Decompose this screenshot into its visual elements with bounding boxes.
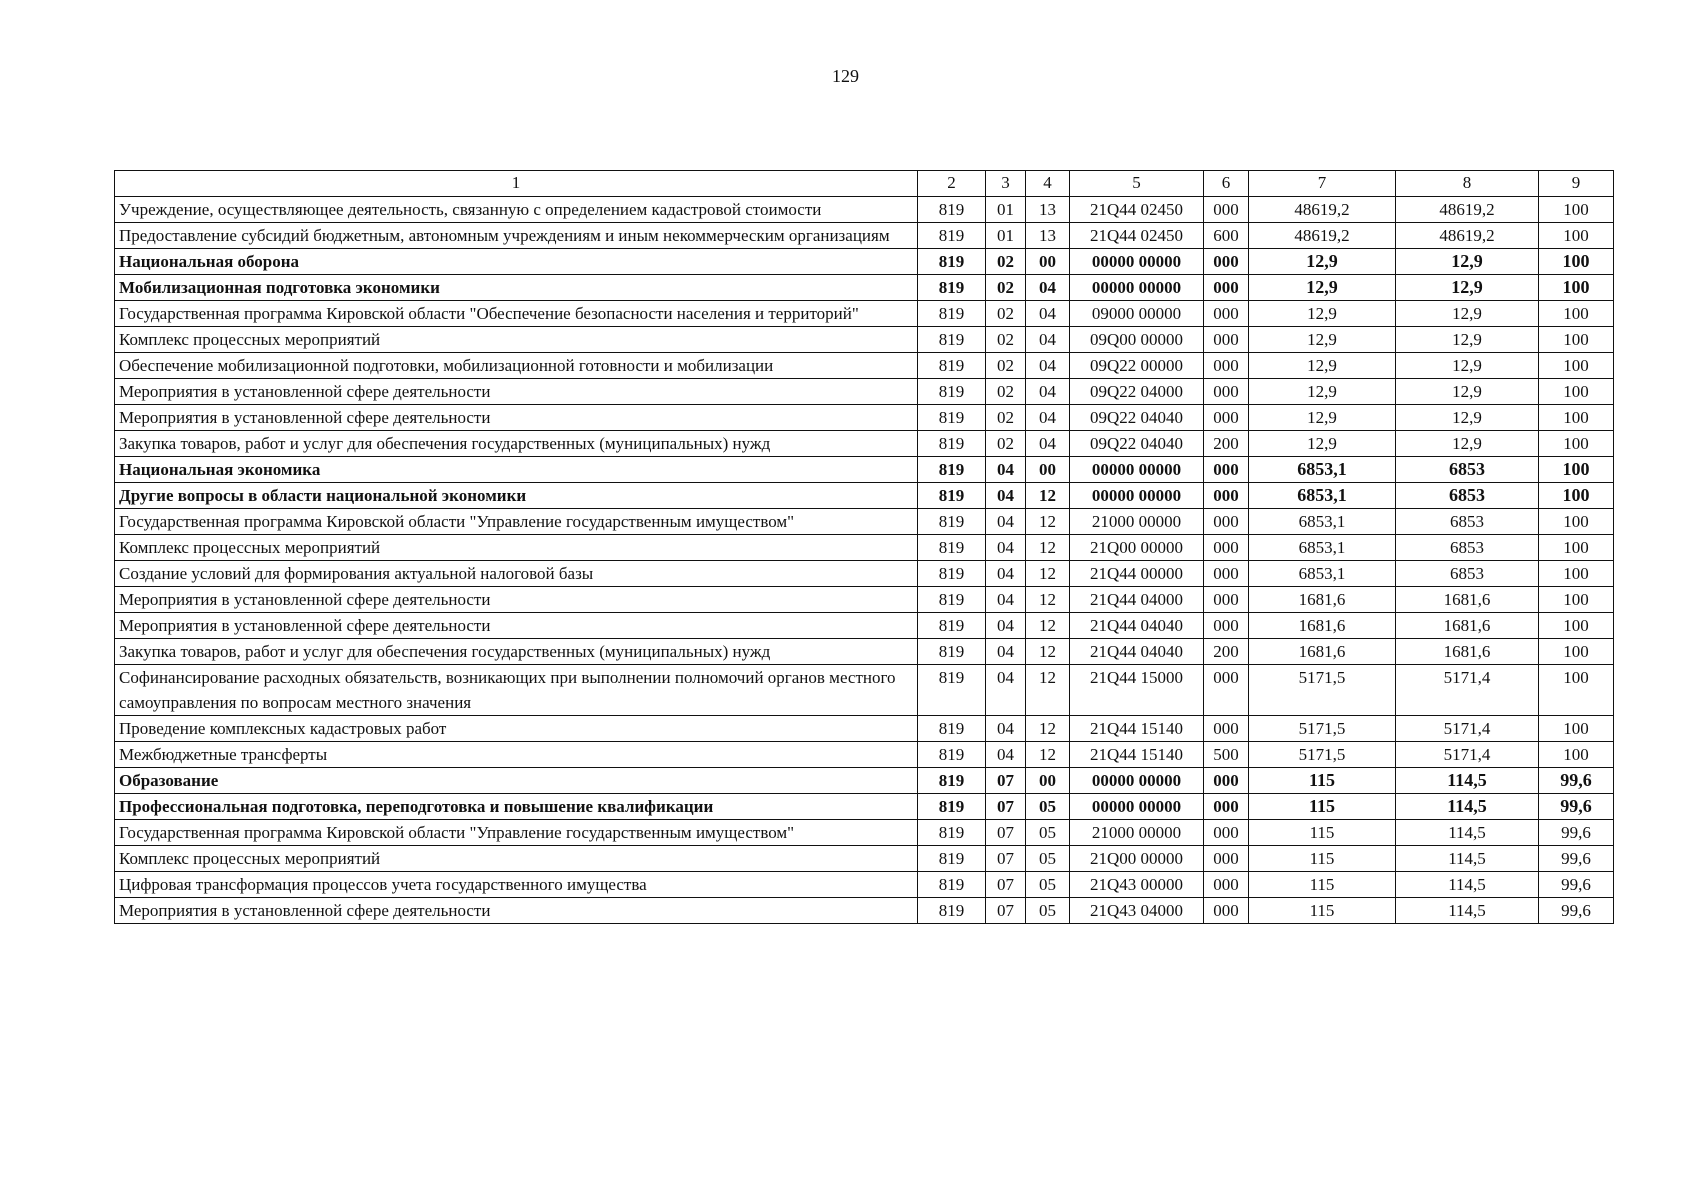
percent-executed: 100	[1539, 509, 1614, 535]
code-section: 07	[986, 898, 1026, 924]
code-section: 07	[986, 846, 1026, 872]
code-section: 04	[986, 665, 1026, 716]
code-subsection: 00	[1026, 249, 1070, 275]
amount-planned: 12,9	[1249, 327, 1396, 353]
row-name: Комплекс процессных мероприятий	[115, 327, 918, 353]
amount-planned: 12,9	[1249, 301, 1396, 327]
code-expense-type: 000	[1204, 898, 1249, 924]
code-expense-type: 000	[1204, 197, 1249, 223]
amount-executed: 48619,2	[1396, 197, 1539, 223]
code-target: 09Q22 04000	[1070, 379, 1204, 405]
table-row	[115, 587, 1614, 613]
row-name: Мероприятия в установленной сфере деятельности	[115, 898, 918, 924]
code-admin: 819	[918, 820, 986, 846]
code-expense-type: 500	[1204, 742, 1249, 768]
table-row	[115, 716, 1614, 742]
code-subsection: 12	[1026, 716, 1070, 742]
code-expense-type: 000	[1204, 613, 1249, 639]
code-expense-type: 000	[1204, 509, 1249, 535]
code-target: 21Q44 02450	[1070, 223, 1204, 249]
code-expense-type: 000	[1204, 820, 1249, 846]
table-row	[115, 223, 1614, 249]
code-admin: 819	[918, 742, 986, 768]
page-number: 129	[832, 66, 859, 86]
row-name: Мероприятия в установленной сфере деятельности	[115, 379, 918, 405]
amount-planned: 12,9	[1249, 379, 1396, 405]
amount-planned: 12,9	[1249, 249, 1396, 275]
row-name: Мероприятия в установленной сфере деятельности	[115, 405, 918, 431]
table-body	[115, 197, 1614, 924]
code-subsection: 12	[1026, 535, 1070, 561]
table-row	[115, 249, 1614, 275]
code-section: 04	[986, 587, 1026, 613]
amount-planned: 1681,6	[1249, 587, 1396, 613]
code-target: 21Q44 15140	[1070, 716, 1204, 742]
code-subsection: 00	[1026, 768, 1070, 794]
code-target: 00000 00000	[1070, 768, 1204, 794]
amount-executed: 114,5	[1396, 794, 1539, 820]
code-expense-type: 000	[1204, 587, 1249, 613]
code-section: 02	[986, 431, 1026, 457]
percent-executed: 100	[1539, 431, 1614, 457]
code-section: 04	[986, 742, 1026, 768]
amount-executed: 12,9	[1396, 353, 1539, 379]
row-name: Комплекс процессных мероприятий	[115, 846, 918, 872]
row-name: Комплекс процессных мероприятий	[115, 535, 918, 561]
amount-executed: 12,9	[1396, 379, 1539, 405]
row-name: Национальная оборона	[115, 249, 918, 275]
table-row	[115, 639, 1614, 665]
code-admin: 819	[918, 587, 986, 613]
code-section: 04	[986, 509, 1026, 535]
amount-executed: 12,9	[1396, 249, 1539, 275]
row-name: Цифровая трансформация процессов учета государственного имущества	[115, 872, 918, 898]
table-row	[115, 742, 1614, 768]
percent-executed: 99,6	[1539, 768, 1614, 794]
row-name: Мероприятия в установленной сфере деятельности	[115, 613, 918, 639]
code-target: 21Q44 15140	[1070, 742, 1204, 768]
amount-executed: 114,5	[1396, 872, 1539, 898]
row-name: Учреждение, осуществляющее деятельность, связанную с определением кадастровой стоимости	[115, 197, 918, 223]
row-name: Образование	[115, 768, 918, 794]
code-section: 07	[986, 768, 1026, 794]
code-admin: 819	[918, 509, 986, 535]
code-admin: 819	[918, 794, 986, 820]
table-row	[115, 431, 1614, 457]
amount-executed: 6853	[1396, 457, 1539, 483]
code-target: 00000 00000	[1070, 794, 1204, 820]
table-row	[115, 561, 1614, 587]
code-subsection: 04	[1026, 379, 1070, 405]
code-target: 21Q00 00000	[1070, 535, 1204, 561]
code-admin: 819	[918, 561, 986, 587]
code-subsection: 12	[1026, 561, 1070, 587]
row-name: Государственная программа Кировской области "Управление государственным имуществом"	[115, 509, 918, 535]
code-expense-type: 000	[1204, 405, 1249, 431]
code-expense-type: 000	[1204, 768, 1249, 794]
column-header-4: 4	[1026, 171, 1070, 197]
code-expense-type: 000	[1204, 275, 1249, 301]
amount-planned: 6853,1	[1249, 483, 1396, 509]
column-header-7: 7	[1249, 171, 1396, 197]
code-target: 21000 00000	[1070, 509, 1204, 535]
row-name: Закупка товаров, работ и услуг для обеспечения государственных (муниципальных) нужд	[115, 639, 918, 665]
percent-executed: 100	[1539, 561, 1614, 587]
code-subsection: 05	[1026, 820, 1070, 846]
code-expense-type: 000	[1204, 561, 1249, 587]
code-expense-type: 000	[1204, 379, 1249, 405]
amount-planned: 115	[1249, 820, 1396, 846]
amount-planned: 12,9	[1249, 405, 1396, 431]
amount-planned: 12,9	[1249, 353, 1396, 379]
percent-executed: 100	[1539, 301, 1614, 327]
row-name: Мобилизационная подготовка экономики	[115, 275, 918, 301]
code-expense-type: 000	[1204, 665, 1249, 716]
table-row	[115, 353, 1614, 379]
code-section: 02	[986, 249, 1026, 275]
code-section: 02	[986, 301, 1026, 327]
row-name: Предоставление субсидий бюджетным, автономным учреждениям и иным некоммерческим организациям	[115, 223, 918, 249]
code-section: 02	[986, 275, 1026, 301]
table-row	[115, 457, 1614, 483]
percent-executed: 100	[1539, 223, 1614, 249]
code-section: 07	[986, 820, 1026, 846]
percent-executed: 99,6	[1539, 820, 1614, 846]
amount-executed: 1681,6	[1396, 613, 1539, 639]
code-section: 01	[986, 197, 1026, 223]
code-target: 09Q22 00000	[1070, 353, 1204, 379]
table-row	[115, 275, 1614, 301]
code-expense-type: 000	[1204, 872, 1249, 898]
amount-planned: 115	[1249, 846, 1396, 872]
code-section: 04	[986, 639, 1026, 665]
percent-executed: 100	[1539, 405, 1614, 431]
amount-planned: 48619,2	[1249, 197, 1396, 223]
code-target: 21Q44 00000	[1070, 561, 1204, 587]
code-admin: 819	[918, 379, 986, 405]
percent-executed: 99,6	[1539, 846, 1614, 872]
percent-executed: 100	[1539, 483, 1614, 509]
code-subsection: 05	[1026, 794, 1070, 820]
table-row	[115, 820, 1614, 846]
table-row	[115, 872, 1614, 898]
amount-executed: 114,5	[1396, 768, 1539, 794]
code-section: 02	[986, 327, 1026, 353]
code-expense-type: 000	[1204, 794, 1249, 820]
percent-executed: 100	[1539, 327, 1614, 353]
code-subsection: 13	[1026, 223, 1070, 249]
code-admin: 819	[918, 872, 986, 898]
amount-executed: 5171,4	[1396, 665, 1539, 716]
code-admin: 819	[918, 405, 986, 431]
amount-executed: 12,9	[1396, 301, 1539, 327]
amount-planned: 115	[1249, 794, 1396, 820]
code-target: 00000 00000	[1070, 483, 1204, 509]
row-name: Другие вопросы в области национальной экономики	[115, 483, 918, 509]
amount-executed: 6853	[1396, 561, 1539, 587]
code-admin: 819	[918, 483, 986, 509]
amount-planned: 6853,1	[1249, 509, 1396, 535]
code-expense-type: 000	[1204, 457, 1249, 483]
code-admin: 819	[918, 613, 986, 639]
percent-executed: 100	[1539, 639, 1614, 665]
code-subsection: 12	[1026, 483, 1070, 509]
code-section: 04	[986, 613, 1026, 639]
amount-executed: 12,9	[1396, 405, 1539, 431]
amount-executed: 12,9	[1396, 275, 1539, 301]
code-admin: 819	[918, 249, 986, 275]
amount-executed: 12,9	[1396, 431, 1539, 457]
percent-executed: 100	[1539, 587, 1614, 613]
code-section: 02	[986, 379, 1026, 405]
percent-executed: 100	[1539, 716, 1614, 742]
code-target: 00000 00000	[1070, 457, 1204, 483]
code-target: 09000 00000	[1070, 301, 1204, 327]
column-header-5: 5	[1070, 171, 1204, 197]
header-row	[115, 171, 1614, 197]
amount-executed: 114,5	[1396, 846, 1539, 872]
table-row	[115, 794, 1614, 820]
code-subsection: 12	[1026, 639, 1070, 665]
percent-executed: 100	[1539, 379, 1614, 405]
code-expense-type: 000	[1204, 353, 1249, 379]
amount-planned: 5171,5	[1249, 665, 1396, 716]
table-row	[115, 613, 1614, 639]
code-subsection: 12	[1026, 613, 1070, 639]
code-target: 21Q44 04040	[1070, 613, 1204, 639]
amount-planned: 1681,6	[1249, 613, 1396, 639]
percent-executed: 100	[1539, 353, 1614, 379]
code-target: 09Q22 04040	[1070, 431, 1204, 457]
code-subsection: 04	[1026, 301, 1070, 327]
code-section: 02	[986, 353, 1026, 379]
code-section: 04	[986, 716, 1026, 742]
row-name: Создание условий для формирования актуальной налоговой базы	[115, 561, 918, 587]
amount-executed: 5171,4	[1396, 742, 1539, 768]
code-section: 04	[986, 457, 1026, 483]
code-section: 02	[986, 405, 1026, 431]
code-section: 04	[986, 535, 1026, 561]
percent-executed: 100	[1539, 197, 1614, 223]
amount-executed: 1681,6	[1396, 639, 1539, 665]
percent-executed: 100	[1539, 742, 1614, 768]
code-target: 00000 00000	[1070, 275, 1204, 301]
code-admin: 819	[918, 353, 986, 379]
code-admin: 819	[918, 327, 986, 353]
percent-executed: 100	[1539, 249, 1614, 275]
amount-planned: 6853,1	[1249, 535, 1396, 561]
table-row	[115, 327, 1614, 353]
code-subsection: 12	[1026, 665, 1070, 716]
column-header-3: 3	[986, 171, 1026, 197]
code-expense-type: 000	[1204, 327, 1249, 353]
table-row	[115, 405, 1614, 431]
code-target: 00000 00000	[1070, 249, 1204, 275]
column-header-6: 6	[1204, 171, 1249, 197]
amount-executed: 114,5	[1396, 898, 1539, 924]
amount-executed: 12,9	[1396, 327, 1539, 353]
table-row	[115, 768, 1614, 794]
code-admin: 819	[918, 301, 986, 327]
percent-executed: 100	[1539, 275, 1614, 301]
amount-planned: 1681,6	[1249, 639, 1396, 665]
code-section: 07	[986, 794, 1026, 820]
code-admin: 819	[918, 535, 986, 561]
table-row	[115, 509, 1614, 535]
amount-executed: 5171,4	[1396, 716, 1539, 742]
code-section: 04	[986, 483, 1026, 509]
row-name: Софинансирование расходных обязательств, возникающих при выполнении полномочий органов местного самоуправления по вопросам местного значения	[115, 665, 918, 716]
code-subsection: 12	[1026, 742, 1070, 768]
code-section: 01	[986, 223, 1026, 249]
code-admin: 819	[918, 457, 986, 483]
code-subsection: 04	[1026, 405, 1070, 431]
code-admin: 819	[918, 223, 986, 249]
percent-executed: 100	[1539, 613, 1614, 639]
table-row	[115, 301, 1614, 327]
amount-planned: 6853,1	[1249, 457, 1396, 483]
code-admin: 819	[918, 768, 986, 794]
code-target: 21Q44 04000	[1070, 587, 1204, 613]
budget-table	[114, 170, 1614, 924]
code-admin: 819	[918, 639, 986, 665]
table-row	[115, 379, 1614, 405]
table-row	[115, 483, 1614, 509]
table-header	[115, 171, 1614, 197]
code-subsection: 05	[1026, 846, 1070, 872]
row-name: Национальная экономика	[115, 457, 918, 483]
amount-planned: 12,9	[1249, 275, 1396, 301]
code-expense-type: 000	[1204, 846, 1249, 872]
amount-planned: 5171,5	[1249, 716, 1396, 742]
code-admin: 819	[918, 846, 986, 872]
table-row	[115, 665, 1614, 716]
amount-executed: 6853	[1396, 483, 1539, 509]
row-name: Мероприятия в установленной сфере деятельности	[115, 587, 918, 613]
amount-executed: 6853	[1396, 509, 1539, 535]
code-expense-type: 200	[1204, 431, 1249, 457]
amount-planned: 12,9	[1249, 431, 1396, 457]
percent-executed: 100	[1539, 457, 1614, 483]
row-name: Профессиональная подготовка, переподготовка и повышение квалификации	[115, 794, 918, 820]
column-header-8: 8	[1396, 171, 1539, 197]
code-admin: 819	[918, 898, 986, 924]
row-name: Государственная программа Кировской области "Управление государственным имуществом"	[115, 820, 918, 846]
amount-executed: 114,5	[1396, 820, 1539, 846]
code-target: 21Q44 15000	[1070, 665, 1204, 716]
code-admin: 819	[918, 665, 986, 716]
code-expense-type: 000	[1204, 249, 1249, 275]
code-subsection: 12	[1026, 587, 1070, 613]
code-target: 09Q22 04040	[1070, 405, 1204, 431]
amount-planned: 115	[1249, 872, 1396, 898]
code-expense-type: 000	[1204, 535, 1249, 561]
amount-executed: 1681,6	[1396, 587, 1539, 613]
code-admin: 819	[918, 431, 986, 457]
code-target: 21Q43 04000	[1070, 898, 1204, 924]
row-name: Обеспечение мобилизационной подготовки, мобилизационной готовности и мобилизации	[115, 353, 918, 379]
column-header-2: 2	[918, 171, 986, 197]
table-row	[115, 846, 1614, 872]
amount-executed: 48619,2	[1396, 223, 1539, 249]
code-admin: 819	[918, 716, 986, 742]
code-admin: 819	[918, 275, 986, 301]
code-target: 21Q44 04040	[1070, 639, 1204, 665]
code-subsection: 04	[1026, 275, 1070, 301]
percent-executed: 100	[1539, 535, 1614, 561]
amount-planned: 6853,1	[1249, 561, 1396, 587]
table-row	[115, 898, 1614, 924]
code-section: 07	[986, 872, 1026, 898]
code-section: 04	[986, 561, 1026, 587]
code-expense-type: 600	[1204, 223, 1249, 249]
code-expense-type: 000	[1204, 301, 1249, 327]
percent-executed: 99,6	[1539, 872, 1614, 898]
percent-executed: 100	[1539, 665, 1614, 716]
amount-planned: 5171,5	[1249, 742, 1396, 768]
code-target: 21Q00 00000	[1070, 846, 1204, 872]
percent-executed: 99,6	[1539, 794, 1614, 820]
row-name: Закупка товаров, работ и услуг для обеспечения государственных (муниципальных) нужд	[115, 431, 918, 457]
amount-executed: 6853	[1396, 535, 1539, 561]
table-row	[115, 535, 1614, 561]
code-expense-type: 000	[1204, 483, 1249, 509]
code-target: 21Q44 02450	[1070, 197, 1204, 223]
row-name: Государственная программа Кировской области "Обеспечение безопасности населения и территорий"	[115, 301, 918, 327]
code-subsection: 04	[1026, 431, 1070, 457]
code-target: 21000 00000	[1070, 820, 1204, 846]
percent-executed: 99,6	[1539, 898, 1614, 924]
amount-planned: 115	[1249, 898, 1396, 924]
code-subsection: 04	[1026, 327, 1070, 353]
row-name: Проведение комплексных кадастровых работ	[115, 716, 918, 742]
code-subsection: 05	[1026, 898, 1070, 924]
code-subsection: 12	[1026, 509, 1070, 535]
code-subsection: 04	[1026, 353, 1070, 379]
code-subsection: 13	[1026, 197, 1070, 223]
code-expense-type: 200	[1204, 639, 1249, 665]
code-admin: 819	[918, 197, 986, 223]
code-target: 21Q43 00000	[1070, 872, 1204, 898]
code-target: 09Q00 00000	[1070, 327, 1204, 353]
table-row	[115, 197, 1614, 223]
amount-planned: 48619,2	[1249, 223, 1396, 249]
column-header-1: 1	[115, 171, 918, 197]
column-header-9: 9	[1539, 171, 1614, 197]
code-subsection: 05	[1026, 872, 1070, 898]
amount-planned: 115	[1249, 768, 1396, 794]
code-expense-type: 000	[1204, 716, 1249, 742]
code-subsection: 00	[1026, 457, 1070, 483]
row-name: Межбюджетные трансферты	[115, 742, 918, 768]
